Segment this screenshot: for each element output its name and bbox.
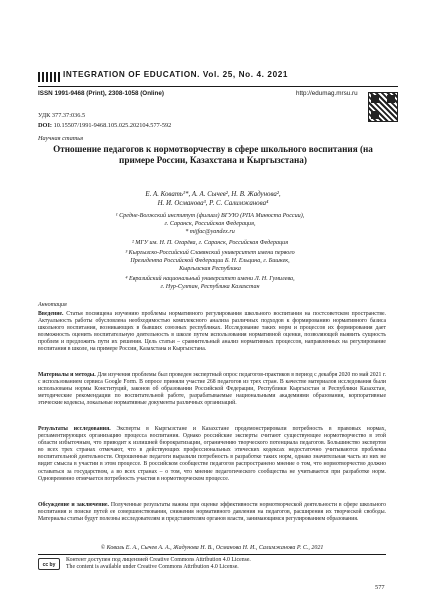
license-line-en: The content is available under Creative Commons Attribution 4.0 License. bbox=[66, 564, 239, 571]
header-divider bbox=[38, 86, 398, 87]
journal-url-link[interactable]: http://edumag.mrsu.ru bbox=[296, 90, 358, 97]
affiliation-line: Президента Российской Федерации Б. Н. Ельцина, г. Бишкек, bbox=[130, 258, 290, 264]
udk-code: УДК 377.37:036.5 bbox=[38, 112, 86, 119]
abstract-methods bbox=[38, 372, 386, 407]
doi-link[interactable]: 10.15507/1991-9468.105.025.202104.577-592 bbox=[53, 122, 172, 129]
affiliation-line: г. Нур-Султан, Республика Казахстан bbox=[160, 284, 260, 290]
affiliation-line: Кыргызская Республика bbox=[179, 266, 241, 272]
affiliation-line: г. Саранск, Российская Федерация, bbox=[164, 221, 256, 227]
abstract-heading: Обсуждение и заключение. bbox=[38, 502, 109, 508]
authors-line: Е. А. Ковать¹*, А. А. Сычев², Н. В. Жадунова², bbox=[145, 191, 281, 198]
authors-block bbox=[48, 190, 378, 208]
journal-title: INTEGRATION OF EDUCATION. Vol. 25, No. 4. 2021 bbox=[63, 70, 289, 79]
license-divider bbox=[38, 554, 386, 555]
authors-line: Н. И. Османова³, Р. С. Салимжанова⁴ bbox=[157, 200, 269, 207]
page-number: 577 bbox=[375, 584, 385, 591]
abstract-heading: Материалы и методы. bbox=[38, 372, 96, 378]
abstract-introduction bbox=[38, 311, 386, 354]
affiliation-line: ⁴ Евразийский национальный университет имени Л. Н. Гумилева, bbox=[125, 276, 295, 282]
article-type: Научная статья bbox=[38, 135, 84, 142]
license-line-ru: Контент доступен под лицензией Creative Commons Attribution 4.0 License. bbox=[66, 557, 251, 563]
abstract-text: Для изучения проблемы был проведен экспертный опрос педагогов-практиков в период с декабря 2020 по май 2021 г. с использованием сервиса Google Form. В опросе приняли участие 268 педагогов из трех стран. В качестве материалов исследования были использованы нормы Конституций, законов об образовании Российской Федерации, Республики Кыргызстан и Республики Казахстан, методические рекомендации по воспитательной работе, разрабатываемые национальными академиями образования, корпоративные этические кодексы, локальные нормативные документы различных организаций. bbox=[38, 372, 387, 407]
copyright-line: © Коваль Е. А., Сычев А. А., Жадунова Н. В., Османова Н. И., Салимжанова Р. С., 2021 bbox=[100, 545, 324, 551]
abstract-label: Аннотация bbox=[38, 302, 67, 308]
abstract-heading: Введение. bbox=[38, 311, 64, 317]
doi-label: DOI: bbox=[38, 122, 52, 129]
affiliation-email[interactable]: * mijfaс@yandex.ru bbox=[185, 229, 235, 235]
issn: ISSN 1991-9468 (Print), 2308-1058 (Online) bbox=[38, 90, 164, 97]
abstract-text: Статья посвящена изучению проблемы нормативного регулирования школьного воспитания на постсоветском пространстве. Актуальность работы обусловлена необходимостью комплексного анализа различных подходов к формированию нормативного базиса школьного воспитания, возникающих в бывших союзных республиках. Исследование таких норм и процессов их формирования дает возможность оценить воспитательную деятельность в школе путем использования нормативной оценки, позволяющей выявить сущность проблем и предложить пути их решения. Цель статьи – сравнительный анализ нормативных процессов, направленных на регулирование воспитания в школе, на примере России, Казахстана и Кыргызстана. bbox=[38, 311, 386, 353]
journal-logo-bars bbox=[38, 72, 60, 82]
abstract-conclusion bbox=[38, 502, 386, 523]
abstract-text: Полученные результаты важны при оценке эффективности нормотворческой деятельности в сфере школьного воспитания и поиске путей ее совершенствования, снижения нормативного давления на педагогов, расширения их творческой свободы. Материалы статьи будут полезны исследователям и представителям органов власти, занимающимся регулированием образования. bbox=[38, 502, 386, 523]
affiliation-line: ¹ Средне-Волжский институт (филиал) ВГУЮ (РПА Минюста России), bbox=[115, 213, 305, 219]
abstract-text: Эксперты в Кыргызстане и Казахстане продемонстрировали потребность в правовых нормах, регламентирующих организацию процесса воспитания. Однако российские эксперты считают существующее нормотворчество в этой области избыточным, что приводит к излишней бюрократизации, ограничению творческого потенциала педагогов. Большинство экспертов во всех трех странах отмечают, что в действующих профессиональных этических кодексах недостаточно учитываются проблемы воспитательной деятельности. Опрошенные педагоги выразили потребность в разработке таких норм, однако значительная часть из них не видит смысла в участии в этом процессе. В российском сообществе педагогов распространено мнение о том, что нормотворчество должно оставаться за государством, а во всех странах – о том, что мнение педагогического сообщества не учитывается при разработке норм. Одновременно отмечается потребность участия в нормотворческом процессе. bbox=[38, 426, 386, 482]
cc-by-badge-icon[interactable]: cc by bbox=[38, 558, 60, 570]
affiliations-block bbox=[60, 212, 360, 291]
abstract-heading: Результаты исследования. bbox=[38, 426, 111, 432]
abstract-results bbox=[38, 426, 386, 483]
article-title: Отношение педагогов к нормотворчеству в сфере школьного воспитания (на примере России, Казахстана и Кыргызстана) bbox=[53, 144, 373, 166]
license-text bbox=[66, 557, 251, 572]
affiliation-line: ³ Кыргызско-Российский Славянский университет имени первого bbox=[125, 250, 295, 256]
qr-code-icon bbox=[368, 92, 398, 122]
affiliation-line: ² МГУ им. Н. П. Огарёва, г. Саранск, Российская Федерация bbox=[131, 240, 289, 246]
doi-line bbox=[38, 122, 171, 129]
